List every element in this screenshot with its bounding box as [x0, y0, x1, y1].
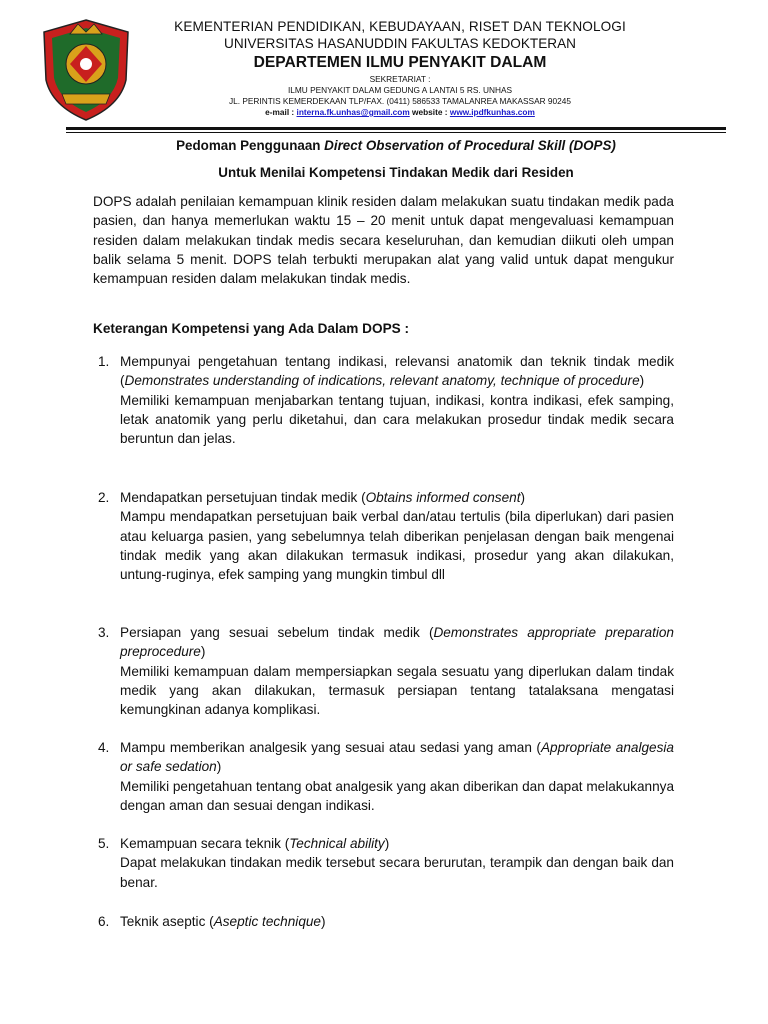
email-label: e-mail : — [265, 107, 295, 117]
item-title — [120, 912, 674, 931]
university-name: UNIVERSITAS HASANUDDIN FAKULTAS KEDOKTERAN — [224, 36, 576, 51]
item-body — [120, 834, 674, 892]
sekretariat-label: SEKRETARIAT : — [369, 74, 431, 84]
item-title-close: ) — [639, 373, 645, 389]
item-title-lead: Mempunyai pengetahuan tentang indikasi, relevansi anatomik dan teknik tindak medik ( — [120, 354, 674, 389]
website-link[interactable]: www.ipdfkunhas.com — [449, 107, 535, 117]
item-title-lead: Teknik aseptic ( — [120, 914, 214, 929]
item-body — [120, 488, 674, 584]
item-number: 3. — [98, 625, 110, 640]
item-title-lead: Mampu memberikan analgesik yang sesuai atau sedasi yang aman ( — [120, 740, 541, 755]
item-title-close: ) — [384, 836, 390, 851]
list-item — [93, 623, 674, 719]
title-prefix: Pedoman Penggunaan — [176, 138, 325, 153]
item-title-close: ) — [520, 490, 526, 505]
item-number: 1. — [98, 354, 110, 369]
item-title-close: ) — [321, 914, 326, 929]
item-title — [120, 352, 674, 391]
item-title-lead: Kemampuan secara teknik ( — [120, 836, 290, 851]
department-name: DEPARTEMEN ILMU PENYAKIT DALAM — [253, 54, 547, 71]
item-description: Memiliki pengetahuan tentang obat analgesik yang akan diberikan dan dapat melakukannya dengan aman dan sesuai dengan indikasi. — [120, 778, 674, 813]
item-body — [120, 352, 674, 448]
header-divider-thin — [66, 132, 726, 133]
list-item — [93, 738, 674, 815]
ministry-name: KEMENTERIAN PENDIDIKAN, KEBUDAYAAN, RISET DAN TEKNOLOGI — [174, 19, 626, 34]
contact-line — [140, 107, 660, 118]
item-body — [120, 623, 674, 719]
university-logo — [40, 18, 132, 122]
item-number: 2. — [98, 490, 110, 505]
title-italic: Direct Observation of Procedural Skill (DOPS) — [324, 138, 616, 153]
intro-paragraph: DOPS adalah penilaian kemampuan klinik residen dalam melakukan suatu tindakan medik pada pasien, dan hanya memerlukan waktu 15 – 20 menit untuk dapat mengevaluasi kemampuan residen dalam melakukan tindak medis secara keseluruhan, dan kemudian diikuti oleh umpan balik selama 5 menit. DOPS telah terbukti merupakan alat yang valid untuk dapat mengukur kemampuan residen dalam melakukan tindak medis. — [93, 194, 674, 287]
item-title-italic: Appropriate analgesia or safe sedation — [120, 740, 674, 775]
item-description: Memiliki kemampuan dalam mempersiapkan segala sesuatu yang diperlukan dalam tindak medik yang akan dilakukan, termasuk persiapan tentang tatalaksana mengatasi kemungkinan adanya komplikasi. — [120, 663, 674, 718]
item-number: 5. — [98, 836, 110, 851]
section-heading: Keterangan Kompetensi yang Ada Dalam DOPS : — [93, 321, 410, 336]
header-divider-thick — [66, 127, 726, 130]
list-item — [93, 352, 674, 448]
item-title — [120, 623, 674, 662]
address-line-2: JL. PERINTIS KEMERDEKAAN TLP/FAX. (0411) 586533 TAMALANREA MAKASSAR 90245 — [228, 96, 571, 106]
email-link[interactable]: interna.fk.unhas@gmail.com — [296, 107, 410, 117]
address-line-1: ILMU PENYAKIT DALAM GEDUNG A LANTAI 5 RS. UNHAS — [287, 85, 513, 95]
item-title-italic: Obtains informed consent — [365, 490, 521, 505]
item-title-lead: Persiapan yang sesuai sebelum tindak medik ( — [120, 625, 434, 640]
item-title-italic: Demonstrates appropriate preparation preprocedure — [120, 625, 674, 660]
list-item — [93, 488, 674, 584]
letterhead — [140, 18, 660, 118]
item-title — [120, 488, 674, 507]
item-title-italic: Demonstrates understanding of indications, relevant anatomy, technique of procedure — [124, 373, 640, 389]
item-number: 4. — [98, 740, 110, 755]
item-description: Memiliki kemampuan menjabarkan tentang tujuan, indikasi, kontra indikasi, efek samping, letak anatomik yang perlu diketahui, dan cara melakukan prosedur tindak medik secara beruntun dan jelas. — [120, 392, 674, 447]
document-title — [66, 137, 726, 155]
item-title — [120, 834, 674, 853]
list-item — [93, 834, 674, 892]
item-title-italic: Technical ability — [289, 836, 385, 851]
website-label: website : — [412, 107, 448, 117]
item-title-italic: Aseptic technique — [213, 914, 321, 929]
item-description: Dapat melakukan tindakan medik tersebut secara berurutan, terampik dan dengan baik dan benar. — [120, 855, 674, 890]
item-title-lead: Mendapatkan persetujuan tindak medik ( — [120, 490, 366, 505]
document-subtitle: Untuk Menilai Kompetensi Tindakan Medik dari Residen — [218, 165, 574, 180]
list-item — [93, 912, 674, 931]
item-title-close: ) — [200, 644, 206, 660]
item-body — [120, 738, 674, 815]
item-title — [120, 738, 674, 777]
item-number: 6. — [98, 914, 110, 929]
item-title-close: ) — [216, 759, 222, 775]
item-description: Mampu mendapatkan persetujuan baik verbal dan/atau tertulis (bila diperlukan) dari pasien atau keluarga pasien, yang sebelumnya telah diberikan penjelasan dengan baik mengenai tindak medik yang akan dilakukan termasuk indikasi, prosedur yang akan dilakukan, untung-ruginya, efek samping yang mungkin timbul dll — [120, 509, 674, 583]
item-body — [120, 912, 674, 931]
